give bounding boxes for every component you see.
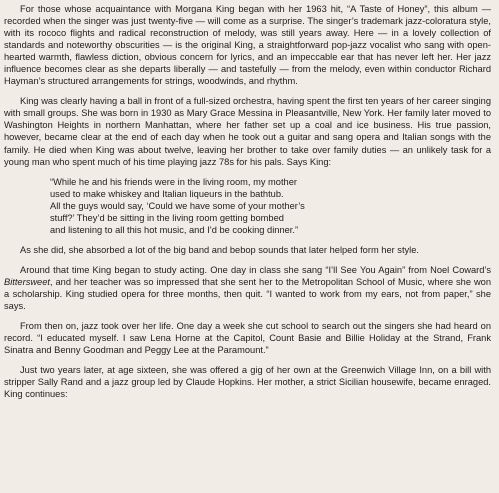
song-title-italic: Bittersweet xyxy=(4,276,50,287)
quote-line: and listening to all this hot music, and I’d be cooking dinner.” xyxy=(50,224,299,235)
quote-line: “While he and his friends were in the living room, my mother xyxy=(50,176,297,187)
paragraph-gap xyxy=(4,356,491,364)
paragraph-absorbed: As she did, she absorbed a lot of the big band and bebop sounds that later helped form her style. xyxy=(20,244,419,255)
acting-text-start: Around that time King began to study acting. One day in class she sang “I’ll See You Again” from Noel Coward’s xyxy=(20,264,491,275)
paragraph-gap xyxy=(4,168,491,176)
paragraph-gap xyxy=(4,256,491,264)
quote-line: All the guys would say, ‘Could we have some of your mother’s xyxy=(50,200,305,211)
liner-notes-page xyxy=(4,3,491,489)
paragraph-gig: Just two years later, at age sixteen, she was offered a gig of her own at the Greenwich Village Inn, on a bill with stripper Sally Rand and a jazz group led by Claude Hopkins. Her mother, a strict Sicilian housewife, became enraged. King continues: xyxy=(4,365,491,400)
paragraph-gap xyxy=(4,312,491,320)
block-quote xyxy=(50,176,370,236)
acting-text-end: , and her teacher was so impressed that she sent her to the Metropolitan School of Music, where she won a scholarship. King studied opera for three months, then quit. “I wanted to work from my ears, not from paper,” she says. xyxy=(4,276,491,312)
paragraph-biography: King was clearly having a ball in front of a full-sized orchestra, having spent the first ten years of her career singing with small groups. She was born in 1930 as Mary Grace Messina in Pleasantville, New York. Her family later moved to Washington Heights in northern Manhattan, where her father set up a coal and ice business. His true passion, however, became clear at the end of each day when he took out a guitar and sang opera and Italian songs with the family. He died when King was about twelve, leaving her brother to take over family duties — an unlikely task for a young man who spent much of his time playing jazz 78s for his pals. Says King: xyxy=(4,96,491,167)
paragraph-jazz: From then on, jazz took over her life. One day a week she cut school to search out the singers she had heard on record. “I educated myself. I saw Lena Horne at the Capitol, Count Basie and Billie Holiday at the Strand, Frank Sinatra and Benny Goodman and Peggy Lee at the Paramount.” xyxy=(4,321,491,356)
paragraph-gap xyxy=(4,87,491,95)
quote-line: used to make whiskey and Italian liqueurs in the bathtub. xyxy=(50,188,284,199)
paragraph-intro: For those whose acquaintance with Morgana King began with her 1963 hit, “A Taste of Honey”, this album — recorded when the singer was just twenty-five — will come as a surprise. The singer’s trademark jazz-coloratura style, with its rococo flights and radical reconstruction of melody, was still years away. Here — in a lovely collection of standards and noteworthy obscurities — is the original King, a straightforward pop-jazz vocalist who sang with open-hearted warmth, flawless diction, obvious concern for lyrics, and an impeccable ear that has never left her. Her jazz influence becomes clear as she departs liberally — and tastefully — from the melody, even within conductor Richard Hayman’s structured arrangements for strings, woodwinds, and rhythm. xyxy=(4,4,491,87)
paragraph-acting xyxy=(4,264,491,312)
paragraph-gap xyxy=(4,236,491,244)
quote-line: stuff?’ They’d be sitting in the living room getting bombed xyxy=(50,212,284,223)
